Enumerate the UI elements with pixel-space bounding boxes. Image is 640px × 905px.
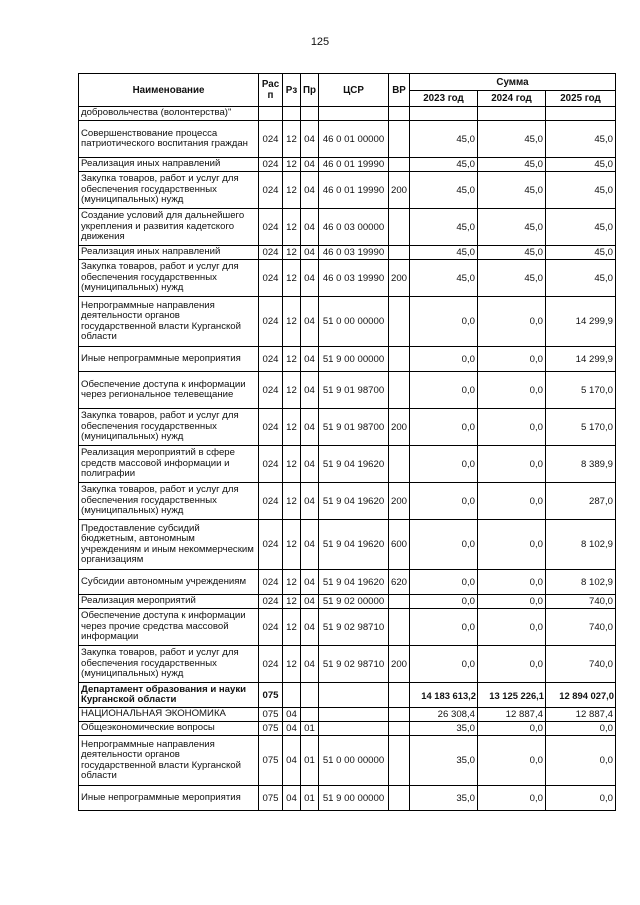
row-rasp: 024 <box>259 260 283 297</box>
row-pr: 04 <box>301 347 319 372</box>
row-vr <box>389 347 410 372</box>
row-vr: 200 <box>389 409 410 446</box>
row-sum-2023: 45,0 <box>410 260 478 297</box>
table-row <box>79 107 616 121</box>
table-row <box>79 297 616 347</box>
row-sum-2025: 5 170,0 <box>546 372 616 409</box>
header-name: Наименование <box>79 74 259 107</box>
row-rasp: 075 <box>259 708 283 722</box>
row-rz: 12 <box>283 570 301 595</box>
row-sum-2025: 8 389,9 <box>546 446 616 483</box>
row-sum-2024: 0,0 <box>478 347 546 372</box>
row-pr: 04 <box>301 158 319 172</box>
row-name: Департамент образования и науки Курганской области <box>79 683 259 708</box>
row-rz: 12 <box>283 260 301 297</box>
row-rz: 12 <box>283 297 301 347</box>
row-pr: 04 <box>301 260 319 297</box>
row-rasp: 024 <box>259 446 283 483</box>
row-sum-2023: 0,0 <box>410 297 478 347</box>
row-vr <box>389 107 410 121</box>
row-csr: 46 0 03 19990 <box>319 246 389 260</box>
row-csr: 51 9 00 00000 <box>319 347 389 372</box>
row-pr: 04 <box>301 372 319 409</box>
row-sum-2023: 35,0 <box>410 786 478 811</box>
header-vr: ВР <box>389 74 410 107</box>
row-sum-2024: 0,0 <box>478 297 546 347</box>
row-rasp: 024 <box>259 609 283 646</box>
row-sum-2023: 0,0 <box>410 483 478 520</box>
header-pr: Пр <box>301 74 319 107</box>
row-csr <box>319 722 389 736</box>
table-row <box>79 347 616 372</box>
row-rz: 12 <box>283 209 301 246</box>
row-name: Закупка товаров, работ и услуг для обеспечения государственных (муниципальных) нужд <box>79 260 259 297</box>
row-name: Непрограммные направления деятельности органов государственной власти Курганской области <box>79 736 259 786</box>
row-vr: 200 <box>389 483 410 520</box>
row-sum-2025: 8 102,9 <box>546 520 616 570</box>
header-2024: 2024 год <box>478 91 546 107</box>
row-rz: 12 <box>283 121 301 158</box>
row-rasp: 024 <box>259 246 283 260</box>
row-name: Обеспечение доступа к информации через прочие средства массовой информации <box>79 609 259 646</box>
row-rz: 12 <box>283 595 301 609</box>
row-rasp: 024 <box>259 409 283 446</box>
row-sum-2023: 14 183 613,2 <box>410 683 478 708</box>
row-csr <box>319 708 389 722</box>
row-name: Реализация мероприятий в сфере средств массовой информации и полиграфии <box>79 446 259 483</box>
row-sum-2024: 45,0 <box>478 260 546 297</box>
table-row <box>79 786 616 811</box>
row-rz: 12 <box>283 520 301 570</box>
row-vr <box>389 609 410 646</box>
row-sum-2025 <box>546 107 616 121</box>
row-pr: 04 <box>301 121 319 158</box>
row-rasp: 024 <box>259 172 283 209</box>
row-vr <box>389 158 410 172</box>
row-rasp: 075 <box>259 736 283 786</box>
row-sum-2025: 12 894 027,0 <box>546 683 616 708</box>
table-row <box>79 121 616 158</box>
row-name: Создание условий для дальнейшего укрепления и развития кадетского движения <box>79 209 259 246</box>
table-row <box>79 570 616 595</box>
row-csr: 46 0 01 19990 <box>319 158 389 172</box>
row-pr: 01 <box>301 736 319 786</box>
row-csr: 51 9 00 00000 <box>319 786 389 811</box>
row-vr: 200 <box>389 646 410 683</box>
row-rasp: 024 <box>259 372 283 409</box>
row-rasp <box>259 107 283 121</box>
row-sum-2023: 45,0 <box>410 246 478 260</box>
row-csr: 51 9 02 00000 <box>319 595 389 609</box>
row-rasp: 024 <box>259 520 283 570</box>
table-row <box>79 260 616 297</box>
row-rasp: 075 <box>259 683 283 708</box>
table-row <box>79 520 616 570</box>
row-name: Реализация иных направлений <box>79 158 259 172</box>
header-rasp: Рас п <box>259 74 283 107</box>
row-rasp: 024 <box>259 297 283 347</box>
row-vr <box>389 297 410 347</box>
table-row <box>79 646 616 683</box>
row-sum-2024: 0,0 <box>478 595 546 609</box>
row-rz: 12 <box>283 409 301 446</box>
row-sum-2025: 45,0 <box>546 172 616 209</box>
row-pr: 04 <box>301 646 319 683</box>
row-rz <box>283 107 301 121</box>
row-sum-2025: 0,0 <box>546 722 616 736</box>
row-name: Реализация иных направлений <box>79 246 259 260</box>
row-sum-2024: 45,0 <box>478 246 546 260</box>
row-sum-2025: 287,0 <box>546 483 616 520</box>
table-row <box>79 483 616 520</box>
row-name: НАЦИОНАЛЬНАЯ ЭКОНОМИКА <box>79 708 259 722</box>
row-rz: 12 <box>283 446 301 483</box>
row-sum-2025: 45,0 <box>546 260 616 297</box>
row-csr: 51 9 04 19620 <box>319 483 389 520</box>
table-row <box>79 446 616 483</box>
row-pr <box>301 683 319 708</box>
row-name: Закупка товаров, работ и услуг для обеспечения государственных (муниципальных) нужд <box>79 483 259 520</box>
row-name: Иные непрограммные мероприятия <box>79 347 259 372</box>
row-sum-2023: 45,0 <box>410 172 478 209</box>
header-2023: 2023 год <box>410 91 478 107</box>
row-vr <box>389 595 410 609</box>
row-rasp: 075 <box>259 786 283 811</box>
row-sum-2024: 0,0 <box>478 446 546 483</box>
row-rz: 04 <box>283 722 301 736</box>
row-vr <box>389 372 410 409</box>
row-sum-2023: 0,0 <box>410 520 478 570</box>
row-name: Иные непрограммные мероприятия <box>79 786 259 811</box>
row-pr: 04 <box>301 446 319 483</box>
row-sum-2024: 45,0 <box>478 158 546 172</box>
row-rz: 04 <box>283 736 301 786</box>
row-sum-2023: 0,0 <box>410 409 478 446</box>
row-vr <box>389 736 410 786</box>
row-csr: 46 0 01 00000 <box>319 121 389 158</box>
row-rasp: 024 <box>259 158 283 172</box>
row-sum-2025: 45,0 <box>546 209 616 246</box>
row-rasp: 024 <box>259 483 283 520</box>
row-vr <box>389 683 410 708</box>
row-pr: 04 <box>301 246 319 260</box>
row-name: Закупка товаров, работ и услуг для обеспечения государственных (муниципальных) нужд <box>79 646 259 683</box>
row-sum-2023: 0,0 <box>410 646 478 683</box>
row-vr <box>389 209 410 246</box>
row-pr: 04 <box>301 609 319 646</box>
row-sum-2025: 740,0 <box>546 609 616 646</box>
row-rz: 12 <box>283 158 301 172</box>
table-row <box>79 736 616 786</box>
row-vr: 200 <box>389 172 410 209</box>
row-sum-2024: 0,0 <box>478 570 546 595</box>
row-vr <box>389 446 410 483</box>
row-sum-2024: 0,0 <box>478 483 546 520</box>
row-csr: 46 0 01 19990 <box>319 172 389 209</box>
row-name: Закупка товаров, работ и услуг для обеспечения государственных (муниципальных) нужд <box>79 172 259 209</box>
row-csr: 51 9 04 19620 <box>319 570 389 595</box>
row-csr: 51 0 00 00000 <box>319 736 389 786</box>
row-sum-2024: 45,0 <box>478 172 546 209</box>
row-rz: 12 <box>283 372 301 409</box>
row-pr: 04 <box>301 520 319 570</box>
row-sum-2023: 35,0 <box>410 722 478 736</box>
header-csr: ЦСР <box>319 74 389 107</box>
table-row <box>79 246 616 260</box>
row-sum-2025: 45,0 <box>546 121 616 158</box>
row-name: Закупка товаров, работ и услуг для обеспечения государственных (муниципальных) нужд <box>79 409 259 446</box>
row-rasp: 024 <box>259 209 283 246</box>
table-row <box>79 722 616 736</box>
row-vr: 620 <box>389 570 410 595</box>
row-rasp: 075 <box>259 722 283 736</box>
row-pr: 04 <box>301 409 319 446</box>
row-sum-2025: 0,0 <box>546 786 616 811</box>
row-csr: 51 0 00 00000 <box>319 297 389 347</box>
row-sum-2023: 0,0 <box>410 595 478 609</box>
row-sum-2025: 8 102,9 <box>546 570 616 595</box>
row-sum-2023: 45,0 <box>410 121 478 158</box>
row-csr: 51 9 04 19620 <box>319 520 389 570</box>
row-sum-2025: 5 170,0 <box>546 409 616 446</box>
row-vr <box>389 722 410 736</box>
row-pr: 04 <box>301 172 319 209</box>
row-rasp: 024 <box>259 570 283 595</box>
budget-table <box>78 73 616 811</box>
row-csr: 51 9 01 98700 <box>319 372 389 409</box>
row-sum-2024: 45,0 <box>478 209 546 246</box>
row-sum-2025: 14 299,9 <box>546 297 616 347</box>
row-sum-2025: 0,0 <box>546 736 616 786</box>
row-sum-2025: 45,0 <box>546 246 616 260</box>
row-csr <box>319 107 389 121</box>
row-rz: 12 <box>283 347 301 372</box>
row-sum-2024: 0,0 <box>478 372 546 409</box>
row-sum-2023: 0,0 <box>410 372 478 409</box>
table-row <box>79 683 616 708</box>
row-name: Совершенствование процесса патриотического воспитания граждан <box>79 121 259 158</box>
table-row <box>79 158 616 172</box>
row-sum-2023: 35,0 <box>410 736 478 786</box>
row-vr <box>389 786 410 811</box>
row-vr <box>389 246 410 260</box>
row-rz: 12 <box>283 246 301 260</box>
row-vr: 200 <box>389 260 410 297</box>
row-rasp: 024 <box>259 595 283 609</box>
row-pr: 01 <box>301 786 319 811</box>
row-rz <box>283 683 301 708</box>
row-sum-2024: 0,0 <box>478 786 546 811</box>
row-sum-2023: 0,0 <box>410 347 478 372</box>
row-pr: 04 <box>301 209 319 246</box>
row-sum-2023: 0,0 <box>410 570 478 595</box>
row-sum-2023: 0,0 <box>410 609 478 646</box>
row-sum-2023: 0,0 <box>410 446 478 483</box>
row-rasp: 024 <box>259 646 283 683</box>
row-pr <box>301 708 319 722</box>
row-csr <box>319 683 389 708</box>
table-row <box>79 372 616 409</box>
row-name: Общеэкономические вопросы <box>79 722 259 736</box>
row-sum-2024: 0,0 <box>478 646 546 683</box>
row-sum-2024: 0,0 <box>478 609 546 646</box>
row-csr: 51 9 02 98710 <box>319 646 389 683</box>
row-sum-2024: 0,0 <box>478 736 546 786</box>
row-rz: 12 <box>283 483 301 520</box>
row-sum-2024: 45,0 <box>478 121 546 158</box>
row-sum-2025: 12 887,4 <box>546 708 616 722</box>
row-rz: 04 <box>283 786 301 811</box>
row-csr: 46 0 03 19990 <box>319 260 389 297</box>
row-pr: 04 <box>301 483 319 520</box>
page-number: 125 <box>310 36 330 48</box>
row-sum-2025: 740,0 <box>546 646 616 683</box>
table-row <box>79 595 616 609</box>
row-sum-2025: 740,0 <box>546 595 616 609</box>
header-rz: Рз <box>283 74 301 107</box>
row-csr: 51 9 02 98710 <box>319 609 389 646</box>
row-rz: 12 <box>283 609 301 646</box>
row-pr: 04 <box>301 570 319 595</box>
row-sum-2024: 0,0 <box>478 722 546 736</box>
table-row <box>79 609 616 646</box>
row-sum-2025: 45,0 <box>546 158 616 172</box>
table-body <box>79 107 616 811</box>
row-sum-2024: 0,0 <box>478 409 546 446</box>
row-rasp: 024 <box>259 121 283 158</box>
row-vr <box>389 121 410 158</box>
header-2025: 2025 год <box>546 91 616 107</box>
row-sum-2024 <box>478 107 546 121</box>
row-rasp: 024 <box>259 347 283 372</box>
table-row <box>79 172 616 209</box>
row-pr: 04 <box>301 595 319 609</box>
row-name: Субсидии автономным учреждениям <box>79 570 259 595</box>
table-row <box>79 708 616 722</box>
header-sum: Сумма <box>410 74 616 91</box>
table-row <box>79 209 616 246</box>
row-rz: 12 <box>283 172 301 209</box>
table-header <box>79 74 616 107</box>
row-vr <box>389 708 410 722</box>
row-vr: 600 <box>389 520 410 570</box>
row-name: Реализация мероприятий <box>79 595 259 609</box>
row-name: Обеспечение доступа к информации через региональное телевещание <box>79 372 259 409</box>
row-pr: 01 <box>301 722 319 736</box>
row-name: добровольчества (волонтерства)" <box>79 107 259 121</box>
row-name: Предоставление субсидий бюджетным, автономным учреждениям и иным некоммерческим организациям <box>79 520 259 570</box>
row-sum-2024: 12 887,4 <box>478 708 546 722</box>
row-csr: 46 0 03 00000 <box>319 209 389 246</box>
row-sum-2025: 14 299,9 <box>546 347 616 372</box>
table-row <box>79 409 616 446</box>
row-sum-2024: 0,0 <box>478 520 546 570</box>
row-rz: 12 <box>283 646 301 683</box>
row-sum-2023: 26 308,4 <box>410 708 478 722</box>
row-sum-2024: 13 125 226,1 <box>478 683 546 708</box>
row-rz: 04 <box>283 708 301 722</box>
row-csr: 51 9 01 98700 <box>319 409 389 446</box>
row-pr: 04 <box>301 297 319 347</box>
row-name: Непрограммные направления деятельности органов государственной власти Курганской области <box>79 297 259 347</box>
row-sum-2023: 45,0 <box>410 209 478 246</box>
row-sum-2023 <box>410 107 478 121</box>
row-pr <box>301 107 319 121</box>
row-sum-2023: 45,0 <box>410 158 478 172</box>
row-csr: 51 9 04 19620 <box>319 446 389 483</box>
